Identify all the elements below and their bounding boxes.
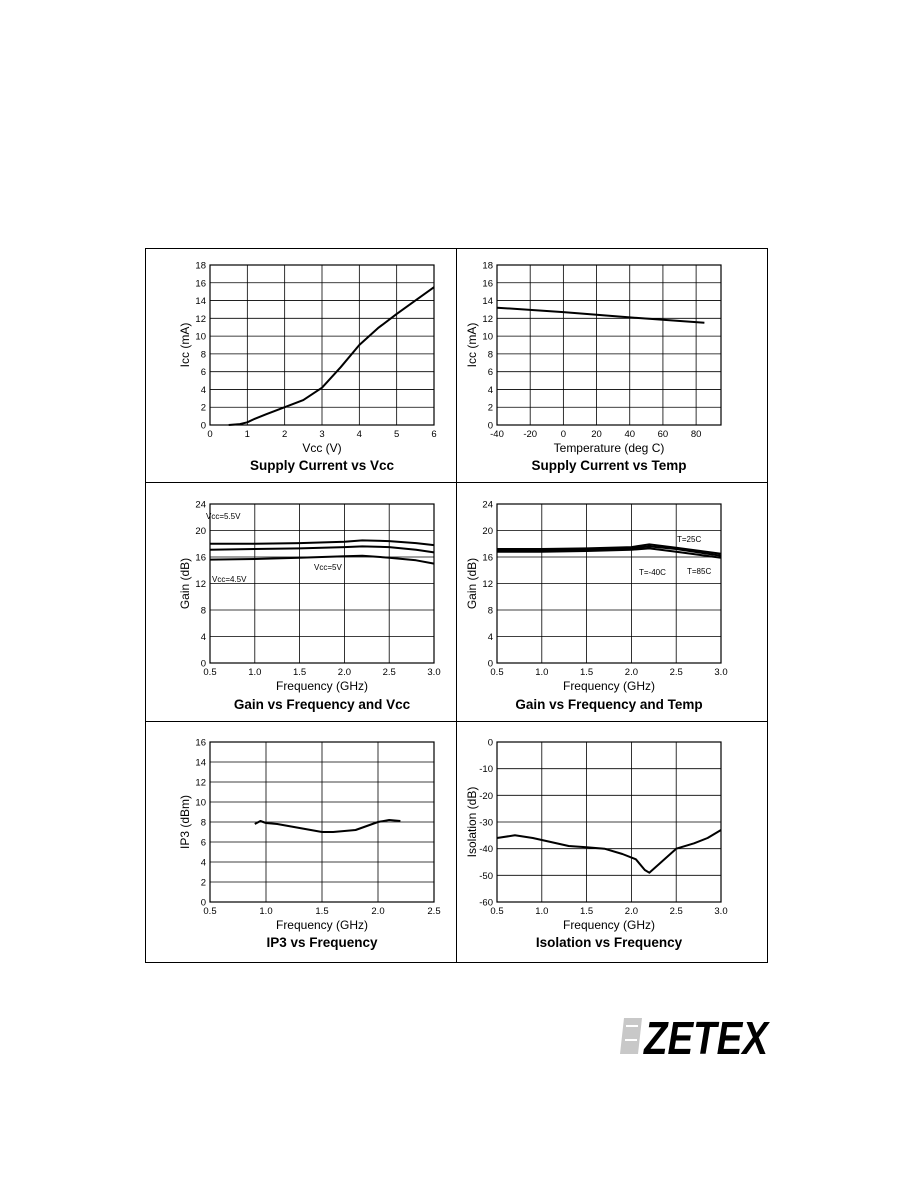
chart-svg [178, 499, 441, 693]
chart-panel-1 [178, 260, 437, 473]
y-tick-label: 10 [195, 331, 206, 343]
x-tick-label: 2.0 [624, 906, 639, 917]
column-divider [456, 249, 457, 962]
x-tick-label: 0.5 [490, 906, 504, 917]
y-axis-label: Isolation (dB) [465, 786, 479, 858]
series-annotation: T=85C [687, 567, 712, 576]
y-tick-label: 0 [487, 658, 493, 670]
x-tick-label: -40 [490, 429, 504, 440]
y-tick-label: 4 [200, 632, 206, 643]
y-axis-label: Icc (mA) [465, 322, 479, 368]
x-tick-label: 6 [431, 429, 437, 440]
chart-panel-6 [465, 737, 728, 950]
y-axis-label: Gain (dB) [465, 557, 479, 610]
x-tick-label: 80 [690, 429, 702, 440]
x-tick-label: 5 [394, 429, 400, 440]
chart-svg [465, 260, 721, 455]
x-tick-label: 0 [560, 429, 567, 440]
chart-svg [465, 737, 728, 932]
chart-title: Gain vs Frequency and Temp [515, 697, 703, 712]
x-tick-label: 0.5 [203, 667, 217, 678]
y-tick-label: 8 [487, 605, 493, 617]
x-tick-label: 1.5 [579, 906, 594, 917]
y-tick-label: 6 [200, 367, 206, 379]
y-tick-label: 8 [200, 605, 206, 617]
series-annotation: Vcc=5.5V [206, 512, 241, 521]
y-tick-label: 16 [195, 552, 206, 564]
y-tick-label: -60 [479, 897, 493, 909]
x-axis-label: Vcc (V) [302, 441, 342, 455]
y-tick-label: 4 [200, 384, 206, 396]
y-tick-label: 6 [200, 837, 206, 849]
y-tick-label: 18 [482, 260, 493, 272]
y-tick-label: 0 [200, 897, 206, 909]
chart-panel-5 [178, 737, 441, 950]
x-tick-label: 2.0 [624, 667, 639, 678]
y-tick-label: 12 [195, 579, 206, 590]
y-tick-label: 12 [195, 313, 206, 325]
y-tick-label: 12 [195, 777, 206, 789]
series-line [229, 287, 434, 425]
chart-panel-2 [465, 260, 721, 473]
y-tick-label: 24 [195, 499, 206, 511]
y-tick-label: -30 [479, 817, 493, 829]
x-tick-label: 1.0 [535, 906, 549, 917]
chart-title: IP3 vs Frequency [266, 935, 378, 950]
y-tick-label: 10 [195, 797, 206, 809]
series-line [497, 308, 704, 323]
chart-panel-3 [178, 499, 441, 712]
x-tick-label: 4 [356, 429, 362, 440]
y-axis-label: Gain (dB) [178, 557, 192, 610]
chart-title: Isolation vs Frequency [535, 935, 683, 950]
x-tick-label: 1.0 [259, 906, 273, 917]
y-tick-label: 14 [195, 296, 206, 308]
zetex-logo [620, 1012, 770, 1064]
x-tick-label: 2 [282, 429, 288, 440]
chart-panel-4 [465, 499, 728, 712]
chart-title: Supply Current vs Temp [531, 458, 687, 473]
y-tick-label: 8 [200, 817, 206, 829]
x-axis-label: Temperature (deg C) [553, 441, 665, 455]
logo-text: ZETEX [642, 1012, 770, 1064]
x-tick-label: 2.5 [669, 906, 683, 917]
y-tick-label: 0 [200, 420, 206, 432]
x-axis-label: Frequency (GHz) [562, 918, 656, 932]
y-tick-label: 16 [195, 737, 206, 749]
y-tick-label: 12 [482, 579, 493, 590]
y-tick-label: 16 [482, 552, 493, 564]
y-tick-label: 8 [487, 349, 493, 361]
plot-frame [497, 265, 721, 425]
series-annotation: Vcc=5V [314, 563, 342, 572]
x-tick-label: -20 [523, 429, 538, 440]
y-tick-label: 18 [195, 260, 206, 272]
x-tick-label: 0 [207, 429, 213, 440]
x-tick-label: 2.5 [427, 906, 441, 917]
x-tick-label: 0.5 [490, 667, 504, 678]
y-tick-label: 4 [200, 857, 206, 869]
x-tick-label: 2.5 [382, 667, 396, 678]
x-tick-label: 3.0 [427, 667, 441, 678]
x-tick-label: 3 [319, 429, 325, 440]
y-tick-label: 16 [195, 278, 206, 290]
y-tick-label: 2 [200, 402, 206, 414]
zetex-logo-mark [620, 1012, 770, 1064]
series-annotation: Vcc=4.5V [212, 575, 247, 584]
y-tick-label: 2 [487, 402, 493, 414]
series-line [497, 830, 721, 873]
y-tick-label: 4 [487, 384, 493, 396]
y-tick-label: 10 [482, 331, 493, 343]
x-tick-label: 1.5 [579, 667, 594, 678]
chart-svg [465, 499, 728, 693]
x-tick-label: 1.5 [315, 906, 329, 917]
row-divider-2 [146, 721, 767, 722]
y-tick-label: 16 [482, 278, 493, 290]
x-tick-label: 2.0 [337, 667, 352, 678]
chart-svg [178, 260, 437, 455]
x-tick-label: 1 [244, 429, 250, 440]
x-axis-label: Frequency (GHz) [275, 918, 369, 932]
y-tick-label: 2 [200, 877, 206, 889]
y-axis-label: IP3 (dBm) [178, 794, 192, 850]
series-line [210, 540, 434, 545]
y-axis-label: Icc (mA) [178, 322, 192, 368]
chart-title: Supply Current vs Vcc [249, 458, 395, 473]
y-tick-label: 4 [487, 632, 493, 643]
y-tick-label: -40 [479, 844, 493, 856]
x-tick-label: 1.0 [248, 667, 262, 678]
x-tick-label: 1.5 [292, 667, 307, 678]
chart-title: Gain vs Frequency and Vcc [233, 697, 411, 712]
y-tick-label: 12 [482, 313, 493, 325]
series-line [210, 546, 434, 552]
x-tick-label: 3.0 [714, 667, 728, 678]
x-axis-label: Frequency (GHz) [275, 679, 369, 693]
y-tick-label: 14 [482, 296, 493, 308]
x-tick-label: 60 [657, 429, 669, 440]
row-divider-1 [146, 482, 767, 483]
x-tick-label: 20 [591, 429, 602, 440]
x-tick-label: 3.0 [714, 906, 728, 917]
series-annotation: T=25C [677, 535, 702, 544]
y-tick-label: 0 [200, 658, 206, 670]
y-tick-label: 24 [482, 499, 493, 511]
logo-symbol-box [620, 1018, 642, 1054]
y-tick-label: 20 [482, 526, 493, 537]
y-tick-label: 0 [487, 737, 493, 749]
y-tick-label: 14 [195, 757, 206, 769]
x-tick-label: 1.0 [535, 667, 549, 678]
y-tick-label: 8 [200, 349, 206, 361]
x-tick-label: 2.0 [371, 906, 385, 917]
chart-svg [178, 737, 441, 932]
series-annotation: T=-40C [639, 568, 666, 577]
y-tick-label: 0 [487, 420, 493, 432]
x-tick-label: 2.5 [669, 667, 683, 678]
y-tick-label: 20 [195, 526, 206, 537]
y-tick-label: -20 [479, 790, 493, 802]
x-tick-label: 0.5 [203, 906, 217, 917]
y-tick-label: -50 [479, 870, 493, 882]
x-tick-label: 40 [624, 429, 636, 440]
y-tick-label: -10 [479, 764, 493, 776]
y-tick-label: 6 [487, 367, 493, 379]
x-axis-label: Frequency (GHz) [562, 679, 656, 693]
